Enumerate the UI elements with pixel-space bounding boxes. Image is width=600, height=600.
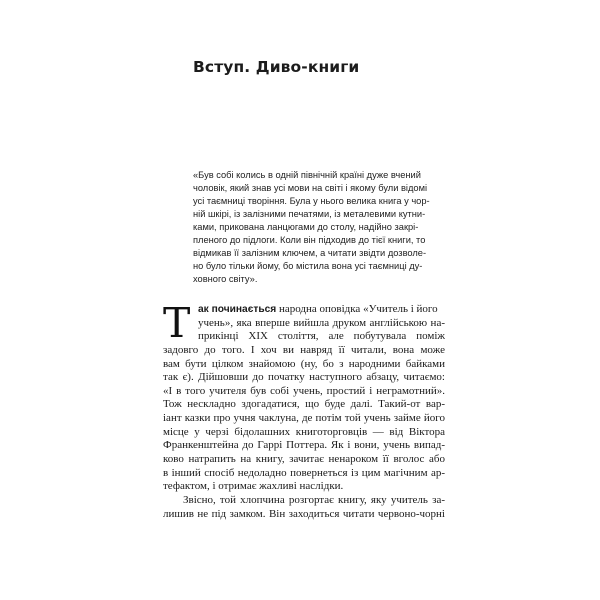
body-line: задовго до того. І хоч ви навряд її читали, вона може [163, 343, 445, 356]
body-line: Франкенштейна до Гаррі Поттера. Як і вони, учень випад- [163, 439, 445, 452]
epigraph-line: ній шкірі, із залізними печатями, із металевими кутни- [193, 209, 426, 219]
epigraph-line: пленого до підлоги. Коли він підходив до тієї книги, то [193, 235, 426, 245]
body-line: Звісно, той хлопчина розгортає книгу, яку учитель за- [183, 493, 445, 506]
epigraph-line: усі таємниці творіння. Була у нього велика книга у чор- [193, 196, 430, 206]
epigraph-line: но було тільки йому, бо містила вона усі таємниці ду- [193, 261, 423, 271]
chapter-title: Вступ. Диво-книги [193, 58, 360, 76]
body-line-rest: народна оповідка «Учитель і його [276, 303, 438, 315]
epigraph [193, 169, 443, 286]
body-line: «І в того учителя був собі учень, простий і неграмотний». [163, 384, 445, 397]
epigraph-line: чоловік, який знав усі мови на світі і якому були відомі [193, 183, 428, 193]
epigraph-line: ховного світу». [193, 274, 258, 284]
body-line: в інший спосіб недоладно повернеться із цим магічним ар- [163, 466, 445, 479]
body-line: лишив не під замком. Він заходиться читати червоно-чорні [163, 507, 445, 520]
body-line: Тож нескладно здогадатися, що буде далі. Такий-от вар- [163, 398, 445, 411]
body-text [163, 299, 445, 521]
body-line: прикінці XIX століття, але побутувала поміж [198, 330, 445, 343]
body-line: учень», яка вперше вийшла друком англійською на- [198, 316, 445, 329]
body-line: тефактом, і отримає жахливі наслідки. [163, 480, 344, 493]
epigraph-line: ками, прикована ланцюгами до столу, надійно закрі- [193, 222, 419, 232]
lead-in-bold: ак починається [198, 304, 277, 315]
body-line: ково натрапить на книгу, зачитає ненароком її вголос або [163, 453, 445, 466]
body-line: так є). Дійшовши до початку наступного абзацу, читаємо: [163, 371, 445, 384]
drop-cap-letter: Т [163, 299, 191, 347]
body-line: місце у черзі бідолашних книготорговців — від Віктора [163, 425, 445, 438]
epigraph-line: «Був собі колись в одній північній країні дуже вчений [193, 170, 421, 180]
body-line [163, 303, 445, 317]
epigraph-line: відмикав її залізним ключем, а читати звідти дозволе- [193, 248, 427, 258]
body-line: вам бути цілком знайомою (ну, бо з народними байками [163, 357, 445, 370]
body-line: іант казки про учня чаклуна, де потім той учень займе його [163, 412, 445, 425]
